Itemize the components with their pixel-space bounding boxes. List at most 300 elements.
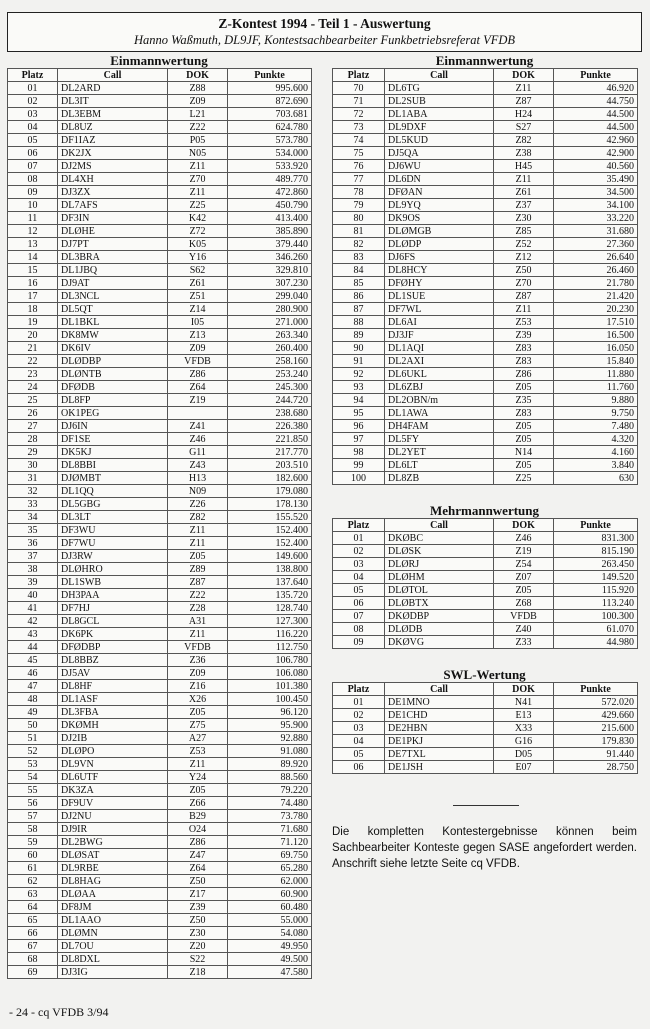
cell-punkte: 95.900 xyxy=(228,719,312,732)
table-row xyxy=(8,225,312,238)
cell-dok: Y24 xyxy=(168,771,228,784)
col-dok: DOK xyxy=(168,69,228,82)
cell-dok: I05 xyxy=(168,316,228,329)
table-row xyxy=(8,784,312,797)
cell-platz: 88 xyxy=(333,316,385,329)
cell-call: DL7OU xyxy=(58,940,168,953)
cell-call: DL8UZ xyxy=(58,121,168,134)
cell-dok: Z26 xyxy=(168,498,228,511)
table-row xyxy=(8,875,312,888)
table-row xyxy=(8,550,312,563)
cell-call: DKØDBP xyxy=(385,610,494,623)
results-note: Die kompletten Kontestergebnisse können beim Sachbearbeiter Konteste gegen SASE angefordert werden. Anschrift siehe letzte Seite cq VFDB. xyxy=(332,826,637,870)
cell-platz: 02 xyxy=(333,545,385,558)
cell-punkte: 100.450 xyxy=(228,693,312,706)
table-row xyxy=(8,459,312,472)
table-row xyxy=(333,696,638,709)
cell-call: DLØHM xyxy=(385,571,494,584)
cell-dok: Z50 xyxy=(168,914,228,927)
page-footer: - 24 - cq VFDB 3/94 xyxy=(9,1005,109,1019)
cell-punkte: 152.400 xyxy=(228,537,312,550)
col-call: Call xyxy=(385,683,494,696)
table-row xyxy=(8,693,312,706)
table-row xyxy=(8,745,312,758)
cell-punkte: 238.680 xyxy=(228,407,312,420)
cell-dok: Z54 xyxy=(494,558,554,571)
table-row xyxy=(8,576,312,589)
cell-punkte: 65.280 xyxy=(228,862,312,875)
cell-platz: 40 xyxy=(8,589,58,602)
table-row xyxy=(8,953,312,966)
cell-call: DJ3RW xyxy=(58,550,168,563)
table-row xyxy=(8,511,312,524)
cell-dok: Z11 xyxy=(168,160,228,173)
cell-punkte: 21.780 xyxy=(554,277,638,290)
cell-platz: 100 xyxy=(333,472,385,485)
cell-punkte: 217.770 xyxy=(228,446,312,459)
cell-dok: N09 xyxy=(168,485,228,498)
table-row xyxy=(8,680,312,693)
cell-call: DF1IAZ xyxy=(58,134,168,147)
cell-dok: Z11 xyxy=(494,303,554,316)
cell-dok: Z39 xyxy=(168,901,228,914)
cell-punkte: 15.840 xyxy=(554,355,638,368)
cell-dok: K05 xyxy=(168,238,228,251)
cell-dok: Z11 xyxy=(494,173,554,186)
cell-platz: 03 xyxy=(8,108,58,121)
cell-call: DL9VN xyxy=(58,758,168,771)
cell-call: DL1SUE xyxy=(385,290,494,303)
table-row xyxy=(8,537,312,550)
cell-call: DF9UV xyxy=(58,797,168,810)
cell-call: DK9OS xyxy=(385,212,494,225)
cell-dok: Z11 xyxy=(168,524,228,537)
cell-call: DJ7PT xyxy=(58,238,168,251)
cell-call: DL8FP xyxy=(58,394,168,407)
cell-punkte: 88.560 xyxy=(228,771,312,784)
cell-punkte: 624.780 xyxy=(228,121,312,134)
cell-dok: Z89 xyxy=(168,563,228,576)
cell-call: DL3EBM xyxy=(58,108,168,121)
table-row xyxy=(8,147,312,160)
cell-call: DLØSAT xyxy=(58,849,168,862)
table-row xyxy=(333,82,638,95)
cell-call: DL7AFS xyxy=(58,199,168,212)
cell-dok: Z51 xyxy=(168,290,228,303)
cell-dok: Z47 xyxy=(168,849,228,862)
table-row xyxy=(333,355,638,368)
cell-platz: 08 xyxy=(333,623,385,636)
col-dok: DOK xyxy=(494,683,554,696)
cell-call: DL9RBE xyxy=(58,862,168,875)
table-row xyxy=(333,381,638,394)
cell-punkte: 137.640 xyxy=(228,576,312,589)
cell-call: DK6PK xyxy=(58,628,168,641)
cell-platz: 09 xyxy=(8,186,58,199)
cell-platz: 01 xyxy=(333,696,385,709)
cell-dok: Z64 xyxy=(168,381,228,394)
cell-call: DL1AWA xyxy=(385,407,494,420)
cell-punkte: 573.780 xyxy=(228,134,312,147)
cell-call: DJ3IG xyxy=(58,966,168,979)
cell-call: DLØDB xyxy=(385,623,494,636)
cell-call: DLØRJ xyxy=(385,558,494,571)
table-row xyxy=(333,407,638,420)
cell-platz: 90 xyxy=(333,342,385,355)
cell-call: DL8DXL xyxy=(58,953,168,966)
cell-punkte: 34.500 xyxy=(554,186,638,199)
cell-dok: Z82 xyxy=(494,134,554,147)
cell-dok: Z38 xyxy=(494,147,554,160)
cell-platz: 02 xyxy=(333,709,385,722)
cell-call: DL1AAO xyxy=(58,914,168,927)
table-row xyxy=(8,121,312,134)
cell-punkte: 11.760 xyxy=(554,381,638,394)
col-dok: DOK xyxy=(494,519,554,532)
col-punkte: Punkte xyxy=(554,519,638,532)
cell-dok: Z70 xyxy=(168,173,228,186)
cell-dok: A31 xyxy=(168,615,228,628)
cell-dok: Z75 xyxy=(168,719,228,732)
cell-dok: N05 xyxy=(168,147,228,160)
cell-call: DL6DN xyxy=(385,173,494,186)
cell-call: DJ2MS xyxy=(58,160,168,173)
cell-dok: Z43 xyxy=(168,459,228,472)
cell-punkte: 60.900 xyxy=(228,888,312,901)
cell-platz: 65 xyxy=(8,914,58,927)
cell-dok: Z52 xyxy=(494,238,554,251)
table-row xyxy=(333,225,638,238)
cell-call: DL3LT xyxy=(58,511,168,524)
cell-platz: 31 xyxy=(8,472,58,485)
cell-call: DF3WU xyxy=(58,524,168,537)
cell-call: DLØDP xyxy=(385,238,494,251)
col-punkte: Punkte xyxy=(554,683,638,696)
cell-platz: 41 xyxy=(8,602,58,615)
cell-platz: 35 xyxy=(8,524,58,537)
cell-call: DL5FY xyxy=(385,433,494,446)
cell-punkte: 27.360 xyxy=(554,238,638,251)
cell-punkte: 42.960 xyxy=(554,134,638,147)
cell-platz: 49 xyxy=(8,706,58,719)
cell-call: DL8HAG xyxy=(58,875,168,888)
table-row xyxy=(333,342,638,355)
cell-platz: 78 xyxy=(333,186,385,199)
cell-dok: P05 xyxy=(168,134,228,147)
cell-dok: Z05 xyxy=(494,420,554,433)
cell-punkte: 62.000 xyxy=(228,875,312,888)
col-call: Call xyxy=(385,69,494,82)
cell-dok: Z53 xyxy=(168,745,228,758)
cell-dok: Z09 xyxy=(168,342,228,355)
cell-platz: 05 xyxy=(333,584,385,597)
cell-platz: 99 xyxy=(333,459,385,472)
cell-call: DKØBC xyxy=(385,532,494,545)
table-row xyxy=(8,654,312,667)
table-row xyxy=(333,433,638,446)
cell-call: DK3ZA xyxy=(58,784,168,797)
cell-platz: 84 xyxy=(333,264,385,277)
cell-dok: H24 xyxy=(494,108,554,121)
cell-dok: Z30 xyxy=(494,212,554,225)
cell-platz: 33 xyxy=(8,498,58,511)
cell-platz: 05 xyxy=(333,748,385,761)
cell-punkte: 61.070 xyxy=(554,623,638,636)
cell-dok: E07 xyxy=(494,761,554,774)
cell-call: DL3BRA xyxy=(58,251,168,264)
cell-call: DL3FBA xyxy=(58,706,168,719)
cell-platz: 52 xyxy=(8,745,58,758)
cell-call: DE7TXL xyxy=(385,748,494,761)
cell-platz: 13 xyxy=(8,238,58,251)
table-row xyxy=(8,810,312,823)
cell-punkte: 100.300 xyxy=(554,610,638,623)
cell-platz: 21 xyxy=(8,342,58,355)
cell-punkte: 55.000 xyxy=(228,914,312,927)
table-row xyxy=(8,667,312,680)
cell-call: DL6ZBJ xyxy=(385,381,494,394)
cell-punkte: 178.130 xyxy=(228,498,312,511)
cell-punkte: 91.080 xyxy=(228,745,312,758)
cell-platz: 43 xyxy=(8,628,58,641)
table-row xyxy=(333,212,638,225)
cell-call: DL5QT xyxy=(58,303,168,316)
table-row xyxy=(8,901,312,914)
cell-dok: Z25 xyxy=(168,199,228,212)
table-row xyxy=(8,355,312,368)
cell-punkte: 28.750 xyxy=(554,761,638,774)
table-row xyxy=(333,472,638,485)
cell-punkte: 179.080 xyxy=(228,485,312,498)
cell-dok: Z11 xyxy=(168,758,228,771)
cell-platz: 94 xyxy=(333,394,385,407)
table-row xyxy=(8,823,312,836)
col-platz: Platz xyxy=(8,69,58,82)
cell-dok: Z18 xyxy=(168,966,228,979)
table-row xyxy=(333,147,638,160)
cell-platz: 97 xyxy=(333,433,385,446)
cell-platz: 93 xyxy=(333,381,385,394)
cell-punkte: 149.600 xyxy=(228,550,312,563)
cell-platz: 26 xyxy=(8,407,58,420)
cell-punkte: 33.220 xyxy=(554,212,638,225)
cell-dok: Z19 xyxy=(494,545,554,558)
table-row xyxy=(333,748,638,761)
cell-punkte: 79.220 xyxy=(228,784,312,797)
cell-dok: Z83 xyxy=(494,407,554,420)
cell-call: DKØMH xyxy=(58,719,168,732)
cell-call: DF1SE xyxy=(58,433,168,446)
cell-call: DJ2IB xyxy=(58,732,168,745)
cell-call: DL5KUD xyxy=(385,134,494,147)
table-row xyxy=(8,316,312,329)
cell-dok: N14 xyxy=(494,446,554,459)
cell-dok: Z83 xyxy=(494,342,554,355)
table-row xyxy=(333,623,638,636)
cell-dok: L21 xyxy=(168,108,228,121)
cell-platz: 18 xyxy=(8,303,58,316)
cell-punkte: 149.520 xyxy=(554,571,638,584)
table-row xyxy=(8,329,312,342)
table-row xyxy=(8,797,312,810)
cell-platz: 14 xyxy=(8,251,58,264)
cell-call: DLØPO xyxy=(58,745,168,758)
cell-dok: Z25 xyxy=(494,472,554,485)
cell-call: DL1ABA xyxy=(385,108,494,121)
cell-call: DL6UTF xyxy=(58,771,168,784)
cell-call: DF8JM xyxy=(58,901,168,914)
cell-punkte: 182.600 xyxy=(228,472,312,485)
cell-punkte: 116.220 xyxy=(228,628,312,641)
cell-punkte: 16.050 xyxy=(554,342,638,355)
cell-call: DL1BKL xyxy=(58,316,168,329)
table-row xyxy=(333,722,638,735)
table-row xyxy=(8,368,312,381)
table-row xyxy=(333,558,638,571)
table-row xyxy=(8,485,312,498)
cell-platz: 75 xyxy=(333,147,385,160)
table-row xyxy=(333,368,638,381)
cell-platz: 06 xyxy=(333,597,385,610)
cell-dok: Z05 xyxy=(494,459,554,472)
cell-call: DL1JBQ xyxy=(58,264,168,277)
cell-platz: 59 xyxy=(8,836,58,849)
cell-call: DL6LT xyxy=(385,459,494,472)
table-row xyxy=(8,160,312,173)
cell-platz: 38 xyxy=(8,563,58,576)
col-platz: Platz xyxy=(333,69,385,82)
cell-punkte: 215.600 xyxy=(554,722,638,735)
cell-dok: Z86 xyxy=(168,836,228,849)
cell-punkte: 263.340 xyxy=(228,329,312,342)
cell-punkte: 40.560 xyxy=(554,160,638,173)
cell-punkte: 307.230 xyxy=(228,277,312,290)
cell-call: DJ5QA xyxy=(385,147,494,160)
cell-punkte: 69.750 xyxy=(228,849,312,862)
cell-dok: Z50 xyxy=(494,264,554,277)
cell-dok: Z11 xyxy=(168,186,228,199)
cell-dok: Z22 xyxy=(168,589,228,602)
cell-punkte: 60.480 xyxy=(228,901,312,914)
cell-dok: Z82 xyxy=(168,511,228,524)
table-row xyxy=(8,251,312,264)
cell-platz: 81 xyxy=(333,225,385,238)
table-row xyxy=(333,735,638,748)
cell-platz: 16 xyxy=(8,277,58,290)
cell-punkte: 101.380 xyxy=(228,680,312,693)
table-row xyxy=(333,303,638,316)
cell-dok: Z64 xyxy=(168,862,228,875)
cell-platz: 57 xyxy=(8,810,58,823)
cell-call: DL8BBZ xyxy=(58,654,168,667)
cell-call: DLØTOL xyxy=(385,584,494,597)
cell-platz: 32 xyxy=(8,485,58,498)
cell-punkte: 4.160 xyxy=(554,446,638,459)
cell-platz: 83 xyxy=(333,251,385,264)
cell-punkte: 34.100 xyxy=(554,199,638,212)
cell-punkte: 346.260 xyxy=(228,251,312,264)
cell-dok: N41 xyxy=(494,696,554,709)
cell-call: DL1QQ xyxy=(58,485,168,498)
cell-platz: 01 xyxy=(333,532,385,545)
cell-dok: Z11 xyxy=(168,537,228,550)
cell-platz: 10 xyxy=(8,199,58,212)
cell-platz: 34 xyxy=(8,511,58,524)
cell-call: DLØMN xyxy=(58,927,168,940)
cell-dok: Z16 xyxy=(168,680,228,693)
table-row xyxy=(333,610,638,623)
cell-dok: Z19 xyxy=(168,394,228,407)
cell-punkte: 74.480 xyxy=(228,797,312,810)
cell-platz: 23 xyxy=(8,368,58,381)
table-row xyxy=(333,709,638,722)
cell-dok: Z22 xyxy=(168,121,228,134)
cell-platz: 91 xyxy=(333,355,385,368)
cell-dok: Z17 xyxy=(168,888,228,901)
cell-punkte: 49.500 xyxy=(228,953,312,966)
cell-dok: Z46 xyxy=(494,532,554,545)
cell-punkte: 44.750 xyxy=(554,95,638,108)
cell-platz: 53 xyxy=(8,758,58,771)
cell-punkte: 815.190 xyxy=(554,545,638,558)
cell-dok: Z61 xyxy=(494,186,554,199)
table-row xyxy=(333,277,638,290)
cell-platz: 87 xyxy=(333,303,385,316)
cell-punkte: 429.660 xyxy=(554,709,638,722)
cell-platz: 20 xyxy=(8,329,58,342)
cell-dok: Z46 xyxy=(168,433,228,446)
cell-punkte: 630 xyxy=(554,472,638,485)
col-punkte: Punkte xyxy=(554,69,638,82)
cell-dok: Z05 xyxy=(494,381,554,394)
table-row xyxy=(8,199,312,212)
cell-dok: B29 xyxy=(168,810,228,823)
cell-punkte: 44.980 xyxy=(554,636,638,649)
cell-platz: 08 xyxy=(8,173,58,186)
table-row xyxy=(333,134,638,147)
cell-punkte: 872.690 xyxy=(228,95,312,108)
cell-platz: 55 xyxy=(8,784,58,797)
table-row xyxy=(8,407,312,420)
cell-punkte: 258.160 xyxy=(228,355,312,368)
table-row xyxy=(8,446,312,459)
cell-dok: X26 xyxy=(168,693,228,706)
cell-dok: Z50 xyxy=(168,875,228,888)
cell-call: DL4XH xyxy=(58,173,168,186)
cell-dok: H45 xyxy=(494,160,554,173)
cell-platz: 42 xyxy=(8,615,58,628)
cell-call: DL8BBI xyxy=(58,459,168,472)
cell-call: DE2HBN xyxy=(385,722,494,735)
cell-platz: 05 xyxy=(8,134,58,147)
cell-call: DL5GBG xyxy=(58,498,168,511)
page-title: Z-Kontest 1994 - Teil 1 - Auswertung xyxy=(218,16,431,31)
cell-platz: 77 xyxy=(333,173,385,186)
cell-call: DLØSK xyxy=(385,545,494,558)
cell-punkte: 245.300 xyxy=(228,381,312,394)
cell-punkte: 831.300 xyxy=(554,532,638,545)
cell-call: DFØDB xyxy=(58,381,168,394)
table-row xyxy=(333,173,638,186)
cell-platz: 07 xyxy=(333,610,385,623)
cell-punkte: 379.440 xyxy=(228,238,312,251)
table-row xyxy=(8,563,312,576)
cell-dok: K42 xyxy=(168,212,228,225)
cell-punkte: 106.080 xyxy=(228,667,312,680)
table-row xyxy=(8,641,312,654)
cell-dok: Z87 xyxy=(494,290,554,303)
cell-dok: Z53 xyxy=(494,316,554,329)
